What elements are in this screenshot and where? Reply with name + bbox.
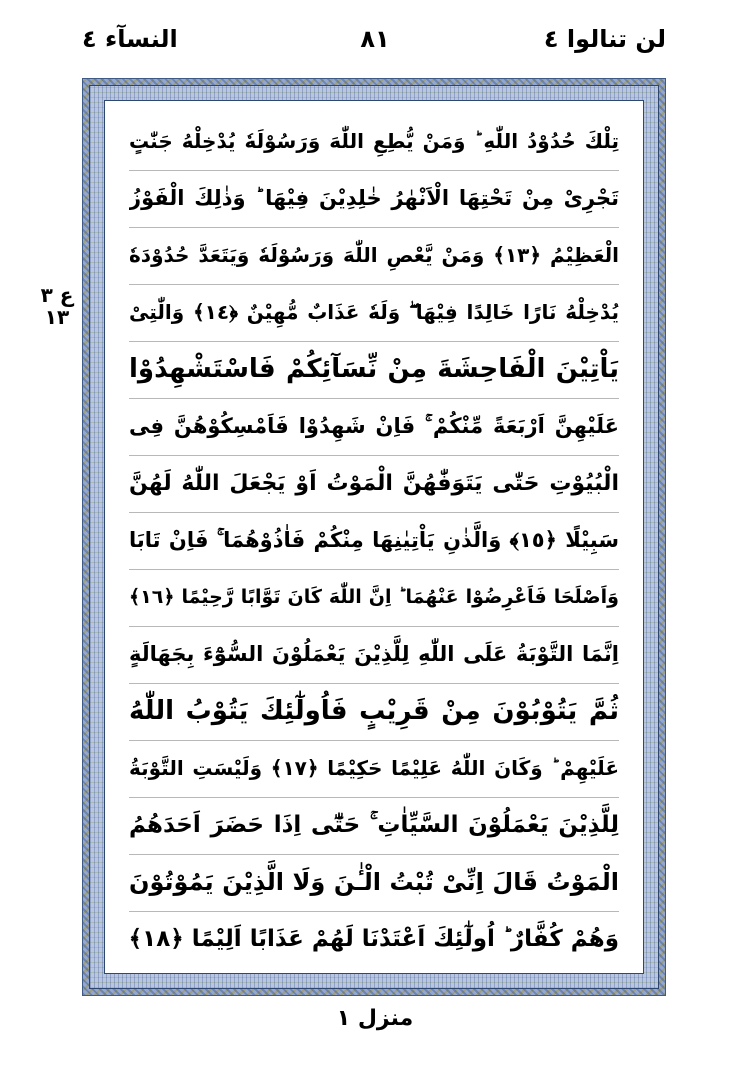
surah-name: النسآء ٤ — [82, 25, 178, 53]
verse-line: الْعَظِيْمُ ﴿١٣﴾ وَمَنْ يَّعْصِ اللّٰهَ وَرَسُوْلَهٗ وَيَتَعَدَّ حُدُوْدَهٗ — [129, 227, 619, 285]
verse-line: يَاْتِيْنَ الْفَاحِشَةَ مِنْ نِّسَآئِكُمْ فَاسْتَشْهِدُوْا — [129, 341, 619, 399]
verse-line: لِلَّذِيْنَ يَعْمَلُوْنَ السَّيِّاٰتِ ۚ حَتّٰٓى اِذَا حَضَرَ اَحَدَهُمُ — [129, 797, 619, 855]
verse-line: يُدْخِلْهُ نَارًا خَالِدًا فِيْهَا ۖ وَلَهٗ عَذَابٌ مُّهِيْنٌ ﴿١٤﴾ وَالّٰتِىْ — [129, 284, 619, 342]
verse-line: الْمَوْتُ قَالَ اِنِّىْ تُبْتُ الْـٰٔنَ وَلَا الَّذِيْنَ يَمُوْتُوْنَ — [129, 854, 619, 912]
text-panel — [104, 100, 644, 974]
verse-lines — [105, 101, 643, 973]
juz-name: لن تنالوا ٤ — [543, 25, 666, 53]
verse-line: الْبُيُوْتِ حَتّٰى يَتَوَفّٰهُنَّ الْمَوْتُ اَوْ يَجْعَلَ اللّٰهُ لَهُنَّ — [129, 455, 619, 513]
verse-line: اِنَّمَا التَّوْبَةُ عَلَى اللّٰهِ لِلَّذِيْنَ يَعْمَلُوْنَ السُّوْٓءَ بِجَهَالَةٍ — [129, 626, 619, 684]
verse-line: عَلَيْهِمْ ؕ وَكَانَ اللّٰهُ عَلِيْمًا حَكِيْمًا ﴿١٧﴾ وَلَيْسَتِ التَّوْبَةُ — [129, 740, 619, 798]
verse-line: وَاَصْلَحَا فَاَعْرِضُوْا عَنْهُمَا ؕ اِنَّ اللّٰهَ كَانَ تَوَّابًا رَّحِيْمًا ﴿١٦﴾ — [129, 569, 619, 627]
verse-line: ثُمَّ يَتُوْبُوْنَ مِنْ قَرِيْبٍ فَاُولٰٓئِكَ يَتُوْبُ اللّٰهُ — [129, 683, 619, 741]
verse-line: تَجْرِىْ مِنْ تَحْتِهَا الْاَنْهٰرُ خٰلِدِيْنَ فِيْهَا ؕ وَذٰلِكَ الْفَوْزُ — [129, 170, 619, 228]
verse-line: وَهُمْ كُفَّارٌ ؕ اُولٰٓئِكَ اَعْتَدْنَا لَهُمْ عَذَابًا اَلِيْمًا ﴿١٨﴾ — [129, 926, 619, 952]
manzil-label: منزل ١ — [336, 1006, 414, 1031]
ornate-border — [82, 78, 666, 996]
page-number: ٨١ — [360, 25, 390, 53]
verse-line: سَبِيْلًا ﴿١٥﴾ وَالَّذٰنِ يَاْتِيٰنِهَا مِنْكُمْ فَاٰذُوْهُمَا ۚ فَاِنْ تَابَا — [129, 512, 619, 570]
verse-line: عَلَيْهِنَّ اَرْبَعَةً مِّنْكُمْ ۚ فَاِنْ شَهِدُوْا فَاَمْسِكُوْهُنَّ فِى — [129, 398, 619, 456]
verse-line: تِلْكَ حُدُوْدُ اللّٰهِ ؕ وَمَنْ يُّطِعِ اللّٰهَ وَرَسُوْلَهٗ يُدْخِلْهُ جَنّٰتٍ — [129, 113, 619, 171]
ruku-mark: ع ٣ ١٣ — [40, 283, 74, 329]
